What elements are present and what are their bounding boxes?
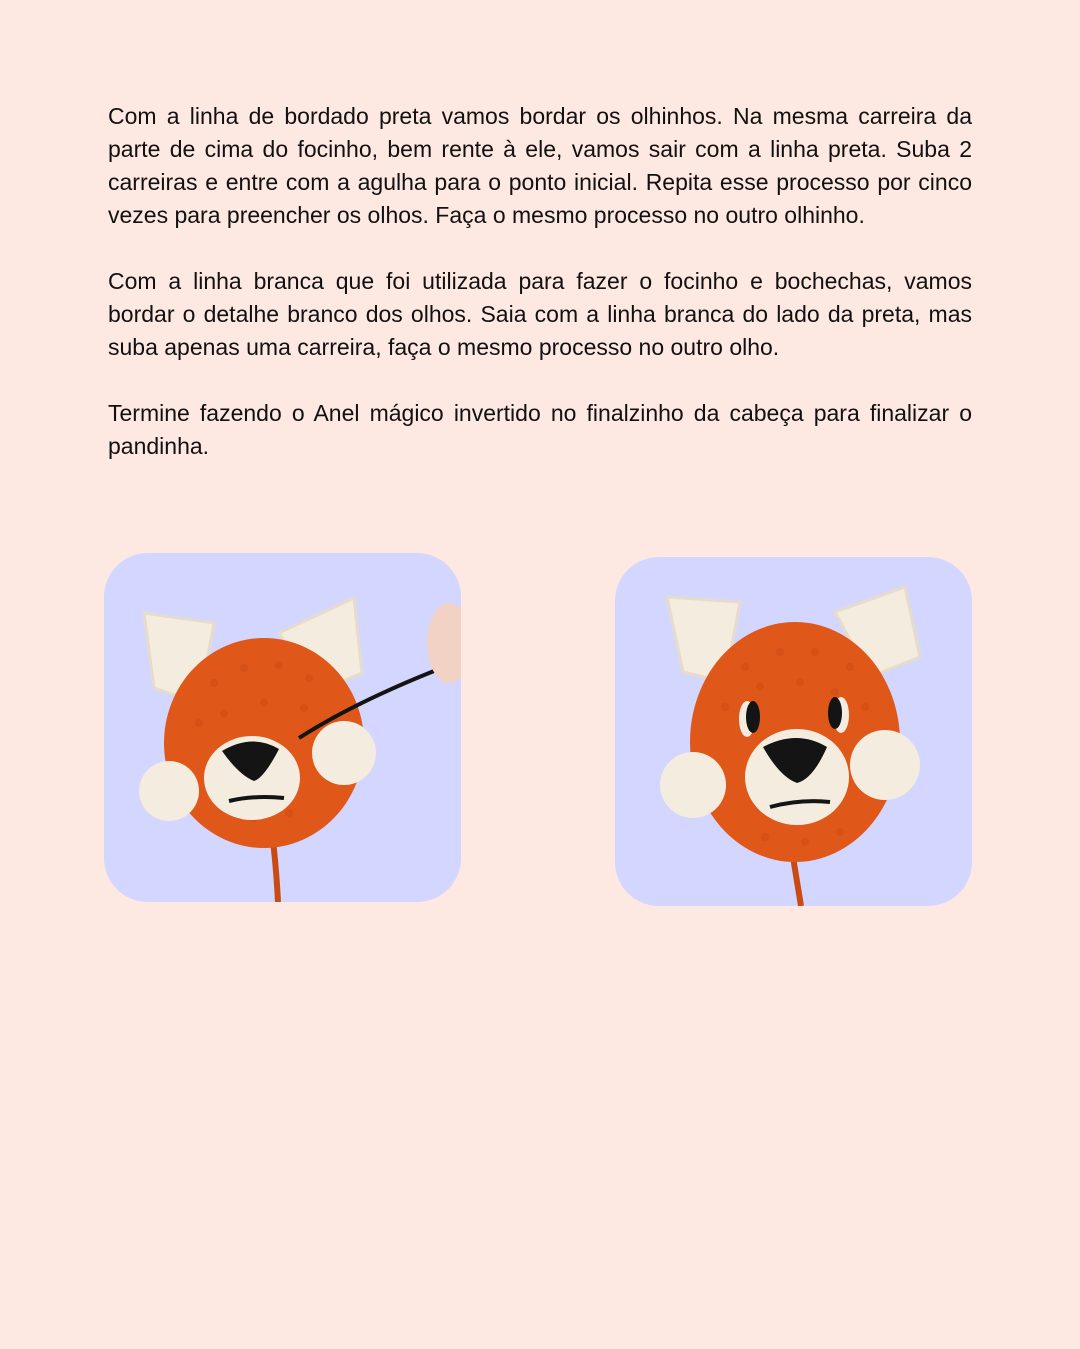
red-panda-crochet-illustration-right [615,557,972,906]
photo-embroidering-eyes [104,553,461,902]
red-panda-crochet-illustration-left [104,553,461,902]
paragraph-embroider-eyes: Com a linha de bordado preta vamos bordar os olhinhos. Na mesma carreira da parte de cima do focinho, bem rente à ele, vamos sair com a linha preta. Suba 2 carreiras e entre com a agulha para o ponto inicial. Repita esse processo por cinco vezes para preencher os olhos. Faça o mesmo processo no outro olhinho. [108,103,972,228]
photo-finished-eyes [615,557,972,906]
paragraph-finish: Termine fazendo o Anel mágico invertido no finalzinho da cabeça para finalizar o pandinha. [108,400,972,459]
paragraph-white-eye-detail: Com a linha branca que foi utilizada para fazer o focinho e bochechas, vamos bordar o detalhe branco dos olhos. Saia com a linha branca do lado da preta, mas suba apenas uma carreira, faça o mesmo processo no outro olho. [108,268,972,360]
instructions-text [108,100,972,496]
